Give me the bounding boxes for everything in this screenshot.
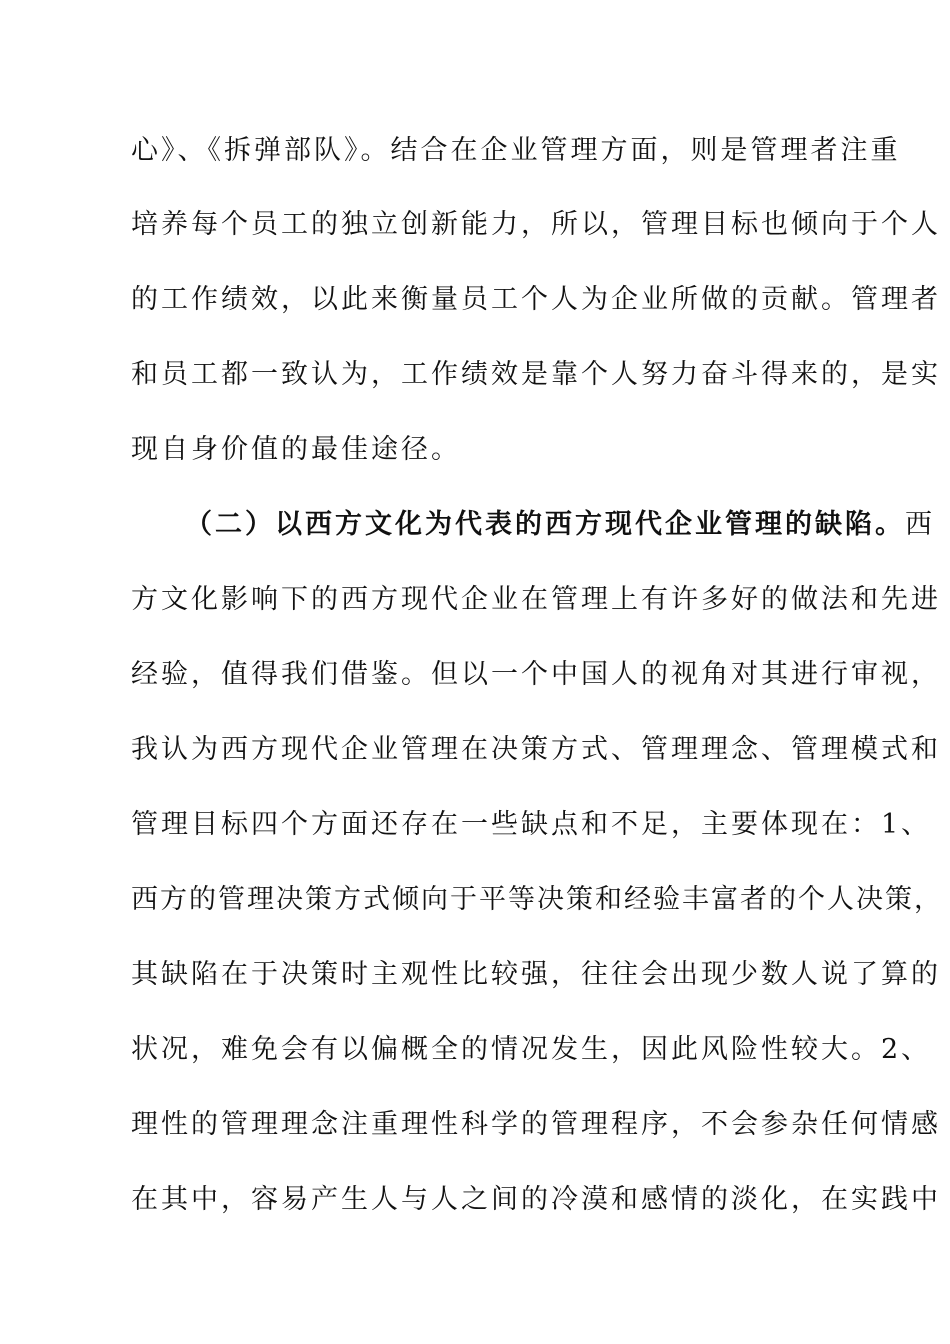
text-line: 理性的管理理念注重理性科学的管理程序，不会参杂任何情感	[131, 1109, 941, 1140]
text-line: 其缺陷在于决策时主观性比较强，往往会出现少数人说了算的	[131, 959, 941, 990]
text-line: 西方的管理决策方式倾向于平等决策和经验丰富者的个人决策，	[131, 884, 943, 915]
section-heading: （二）以西方文化为代表的西方现代企业管理的缺陷。	[185, 509, 905, 540]
text-line: 在其中，容易产生人与人之间的冷漠和感情的淡化，在实践中	[131, 1184, 941, 1215]
text-fragment: 西	[905, 509, 935, 540]
text-line: 的工作绩效，以此来衡量员工个人为企业所做的贡献。管理者	[131, 284, 941, 315]
text-line: 状况，难免会有以偏概全的情况发生，因此风险性较大。2、	[131, 1034, 932, 1065]
section-heading-line	[185, 509, 935, 541]
text-line: 我认为西方现代企业管理在决策方式、管理理念、管理模式和	[131, 734, 941, 765]
text-line: 方文化影响下的西方现代企业在管理上有许多好的做法和先进	[131, 584, 941, 615]
text-line: 培养每个员工的独立创新能力，所以，管理目标也倾向于个人	[131, 209, 941, 240]
text-line: 经验，值得我们借鉴。但以一个中国人的视角对其进行审视，	[131, 659, 941, 690]
text-line: 现自身价值的最佳途径。	[131, 434, 461, 465]
text-line: 和员工都一致认为，工作绩效是靠个人努力奋斗得来的，是实	[131, 359, 941, 390]
text-line: 心》、《拆弹部队》。结合在企业管理方面，则是管理者注重	[131, 135, 901, 166]
text-line: 管理目标四个方面还存在一些缺点和不足，主要体现在：1、	[131, 809, 932, 840]
